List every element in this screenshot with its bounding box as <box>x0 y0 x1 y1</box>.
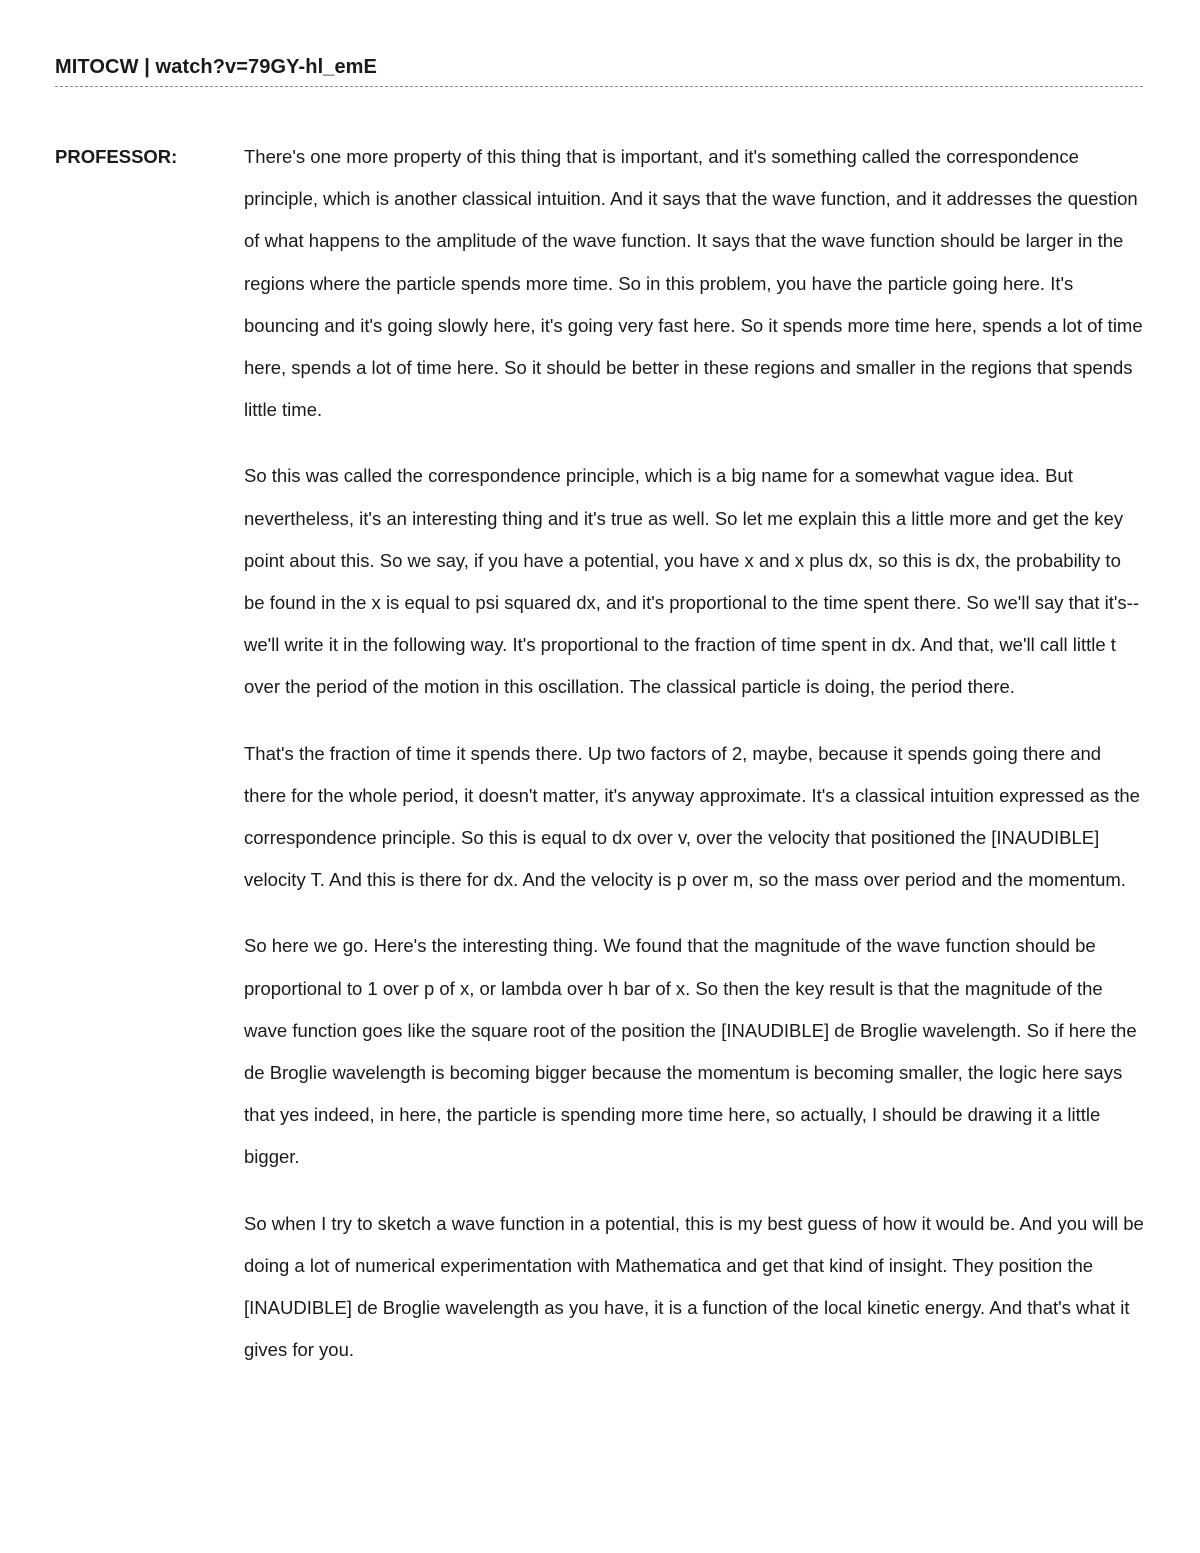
transcript-paragraph: So this was called the correspondence principle, which is a big name for a somewhat vague idea. But nevertheless, it's an interesting thing and it's true as well. So let me explain this a little more and get the key point about this. So we say, if you have a potential, you have x and x plus dx, so this is dx, the probability to be found in the x is equal to psi squared dx, and it's proportional to the time spent there. So we'll say that it's-- we'll write it in the following way. It's proportional to the fraction of time spent in dx. And that, we'll call little t over the period of the motion in this oscillation. The classical particle is doing, the period there. <box>244 465 1139 698</box>
speech-text <box>244 136 1145 1395</box>
transcript-paragraph: That's the fraction of time it spends there. Up two factors of 2, maybe, because it spends going there and there for the whole period, it doesn't matter, it's anyway approximate. It's a classical intuition expressed as the correspondence principle. So this is equal to dx over v, over the velocity that positioned the [INAUDIBLE] velocity T. And this is there for dx. And the velocity is p over m, so the mass over period and the momentum. <box>244 742 1140 891</box>
transcript-paragraph: So here we go. Here's the interesting thing. We found that the magnitude of the wave function should be proportional to 1 over p of x, or lambda over h bar of x. So then the key result is that the magnitude of the wave function goes like the square root of the position the [INAUDIBLE] de Broglie wavelength. So if here the de Broglie wavelength is becoming bigger because the momentum is becoming smaller, the logic here says that yes indeed, in here, the particle is spending more time here, so actually, I should be drawing it a little bigger. <box>244 935 1137 1168</box>
page-header <box>55 54 1143 95</box>
transcript <box>55 136 1145 1395</box>
speaker-label: PROFESSOR: <box>55 146 178 167</box>
header-divider <box>55 86 1143 87</box>
transcript-paragraph: So when I try to sketch a wave function in a potential, this is my best guess of how it would be. And you will be doing a lot of numerical experimentation with Mathematica and get that kind of insight. They position the [INAUDIBLE] de Broglie wavelength as you have, it is a function of the local kinetic energy. And that's what it gives for you. <box>244 1212 1144 1361</box>
speaker-block <box>55 136 1145 1395</box>
document-title: MITOCW | watch?v=79GY-hl_emE <box>55 56 377 78</box>
transcript-paragraph: There's one more property of this thing that is important, and it's something called the correspondence principle, which is another classical intuition. And it says that the wave function, and it addresses the question of what happens to the amplitude of the wave function. It says that the wave function should be larger in the regions where the particle spends more time. So in this problem, you have the particle going here. It's bouncing and it's going slowly here, it's going very fast here. So it spends more time here, spends a lot of time here, spends a lot of time here. So it should be better in these regions and smaller in the regions that spends little time. <box>244 146 1143 421</box>
